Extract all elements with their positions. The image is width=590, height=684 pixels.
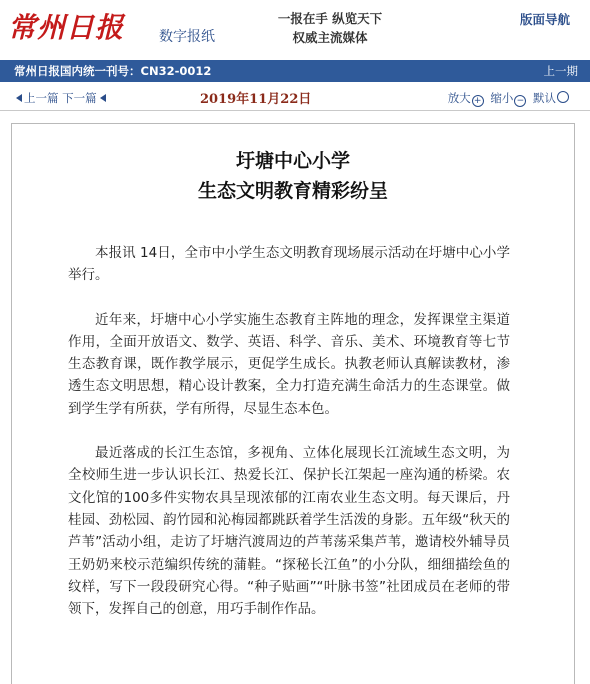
article-frame [11, 123, 575, 684]
triangle-left-icon [100, 94, 106, 102]
zoom-out-button[interactable] [490, 91, 529, 105]
site-header [0, 0, 590, 55]
slogan-line-1: 一报在手 纵览天下 [277, 11, 383, 26]
article-title-line-1: 圩塘中心小学 [235, 150, 350, 172]
layout-nav-link[interactable]: 版面导航 [519, 12, 570, 27]
zoom-controls [448, 90, 572, 107]
publication-code: 常州日报国内统一刊号：CN32-0012 [14, 64, 212, 78]
zoom-out-label: 缩小 [490, 91, 514, 105]
article-paragraph: 最近落成的长江生态馆，多视角、立体化展现长江流域生态文明，为全校师生进一步认识长江、热爱长江、保护长江架起一座沟通的桥梁。农文化馆的100多件实物农具呈现浓郁的江南农业生态文明。每天课后，丹桂园、劲松园、韵竹园和沁梅园都跳跃着学生活泼的身影。五年级“秋天的芦苇”活动小组，走访了圩塘汽渡周边的芦苇荡采集芦苇，邀请校外辅导员王奶奶来校示范编织传统的蒲鞋。“探秘长江鱼”的小分队，细细描绘鱼的纹样，写下一段段研究心得。“种子贴画”“叶脉书签”社团成员在老师的带领下，发挥自己的创意，用巧手制作作品。 [68, 445, 510, 618]
zoom-in-button[interactable] [448, 91, 487, 105]
circle-icon [557, 91, 569, 103]
plus-icon: + [472, 95, 484, 107]
article-body [68, 242, 510, 642]
slogan-line-2: 权威主流媒体 [292, 30, 368, 45]
divider [0, 110, 590, 111]
prev-article-link[interactable]: 上一篇 [24, 91, 59, 105]
slogan [265, 9, 395, 47]
default-label: 默认 [533, 91, 556, 105]
next-article-link[interactable]: 下一篇 [62, 91, 97, 105]
triangle-left-icon [16, 94, 22, 102]
article-title-line-2: 生态文明教育精彩纷呈 [197, 180, 388, 202]
zoom-in-label: 放大 [447, 91, 471, 105]
article-toolbar [0, 88, 590, 108]
publication-bar [0, 60, 590, 82]
prev-issue-link[interactable]: 上一期 [543, 64, 578, 78]
default-size-button[interactable] [533, 91, 572, 105]
article-paragraph: 近年来，圩塘中心小学实施生态教育主阵地的理念，发挥课堂主渠道作用，全面开放语文、数学、英语、科学、音乐、美术、环境教育等七节生态教育课，既作教学展示，更促学生成长。执教老师认真解读教材，渗透生态文明思想，精心设计教案，全力打造充满生命活力的生态课堂。做到学生学有所获，学有所得，尽显生态本色。 [68, 311, 510, 417]
article-paragraph: 本报讯 14日，全市中小学生态文明教育现场展示活动在圩塘中心小学举行。 [68, 245, 510, 284]
newspaper-logo[interactable]: 常州日报 [8, 11, 125, 44]
issue-date: 2019年11月22日 [200, 92, 312, 107]
article-title [12, 146, 574, 206]
minus-icon: − [514, 95, 526, 107]
article-pager [16, 90, 108, 106]
digital-edition-label: 数字报纸 [159, 29, 215, 45]
